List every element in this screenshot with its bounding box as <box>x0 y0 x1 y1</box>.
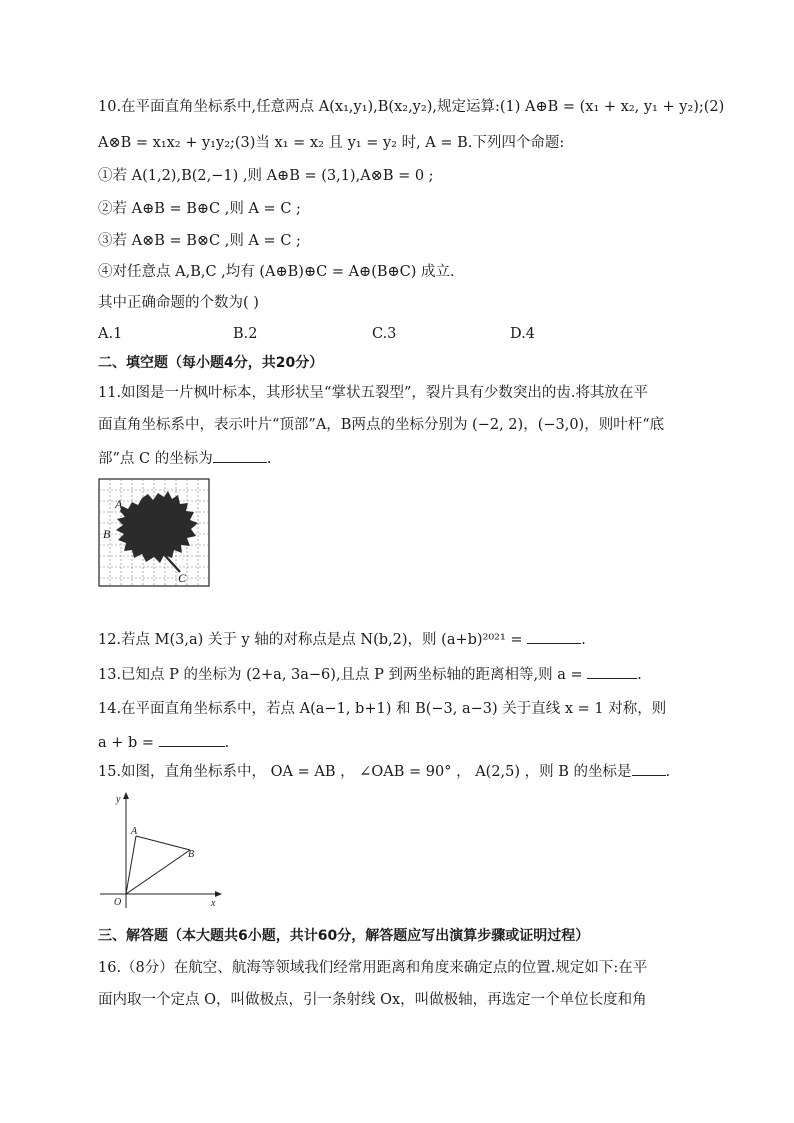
x-axis-label: x <box>211 898 216 909</box>
q10-option-d: D.4 <box>510 326 535 342</box>
q12-text: 12.若点 M(3,a) 关于 y 轴的对称点是点 N(b,2)，则 (a+b)²⁰²¹ = <box>98 632 523 648</box>
origin-label: O <box>114 897 122 908</box>
y-axis-arrow <box>123 792 129 799</box>
segment-ob <box>126 850 190 894</box>
q11-line3-text: 部”点 C 的坐标为 <box>98 451 213 467</box>
q10-option-b: B.2 <box>233 326 258 342</box>
q16-line2: 面内取一个定点 O，叫做极点，引一条射线 Ox，叫做极轴，再选定一个单位长度和角 <box>98 992 647 1008</box>
point-a-label: A <box>131 826 138 837</box>
q11-line2: 面直角坐标系中，表示叶片“顶部”A，B两点的坐标分别为 (−2, 2)，(−3,0)，则叶杆“底 <box>98 417 665 433</box>
q14-line2-text: a + b = <box>98 735 155 751</box>
q10-proposition-2: ②若 A⊕B = B⊕C ,则 A = C ; <box>98 201 301 217</box>
q10-option-c: C.3 <box>372 326 397 342</box>
q13-line: 13.已知点 P 的坐标为 (2+a, 3a−6),且点 P 到两坐标轴的距离相等,则 a = . <box>98 664 642 685</box>
y-axis-label: y <box>116 794 121 805</box>
leaf-label-a: A <box>115 497 123 511</box>
q12-answer-blank <box>527 629 581 644</box>
q15-answer-blank <box>632 761 666 776</box>
x-axis-arrow <box>215 891 222 897</box>
q11-line3: 部”点 C 的坐标为 . <box>98 448 271 469</box>
segment-oa <box>126 836 136 894</box>
section-3-heading: 三、解答题（本大题共6小题，共计60分，解答题应写出演算步骤或证明过程） <box>98 928 590 944</box>
maple-leaf-figure <box>98 478 210 588</box>
q12-line: 12.若点 M(3,a) 关于 y 轴的对称点是点 N(b,2)，则 (a+b)²⁰²¹ = . <box>98 629 586 650</box>
q15-line: 15.如图，直角坐标系中， OA = AB ， ∠OAB = 90° ， A(2,5) ，则 B 的坐标是 . <box>98 761 670 782</box>
q10-line2: A⊗B = x₁x₂ + y₁y₂;(3)当 x₁ = x₂ 且 y₁ = y₂ 时, A = B.下列四个命题: <box>98 135 565 151</box>
point-b-label: B <box>188 849 195 860</box>
q10-question: 其中正确命题的个数为( ) <box>98 295 259 311</box>
q10-proposition-1: ①若 A(1,2),B(2,−1) ,则 A⊕B = (3,1),A⊗B = 0 ; <box>98 168 434 184</box>
q14-answer-blank <box>159 732 225 747</box>
q14-line2: a + b = . <box>98 732 229 753</box>
q15-text: 15.如图，直角坐标系中， OA = AB ， ∠OAB = 90° ， A(2,5) ，则 B 的坐标是 <box>98 764 632 780</box>
section-2-heading: 二、填空题（每小题4分，共20分） <box>98 355 324 371</box>
q13-answer-blank <box>587 664 637 679</box>
leaf-label-b: B <box>103 527 111 541</box>
q11-answer-blank <box>213 448 267 463</box>
q10-proposition-4: ④对任意点 A,B,C ,均有 (A⊕B)⊕C = A⊕(B⊕C) 成立. <box>98 264 455 280</box>
q11-line1: 11.如图是一片枫叶标本，其形状呈“掌状五裂型”，裂片具有少数突出的齿.将其放在平 <box>98 385 648 401</box>
q10-proposition-3: ③若 A⊗B = B⊗C ,则 A = C ; <box>98 233 301 249</box>
q10-option-a: A.1 <box>98 326 123 342</box>
coordinate-figure <box>98 790 228 915</box>
q13-text: 13.已知点 P 的坐标为 (2+a, 3a−6),且点 P 到两坐标轴的距离相等,则 a = <box>98 667 583 683</box>
q10-line1: 10.在平面直角坐标系中,任意两点 A(x₁,y₁),B(x₂,y₂),规定运算:(1) A⊕B = (x₁ + x₂, y₁ + y₂);(2) <box>98 99 725 115</box>
segment-ab <box>136 836 190 850</box>
q14-line1: 14.在平面直角坐标系中，若点 A(a−1, b+1) 和 B(−3, a−3) 关于直线 x = 1 对称，则 <box>98 701 667 717</box>
leaf-label-c: C <box>178 571 187 585</box>
q16-line1: 16.（8分）在航空、航海等领域我们经常用距离和角度来确定点的位置.规定如下:在平 <box>98 960 648 976</box>
